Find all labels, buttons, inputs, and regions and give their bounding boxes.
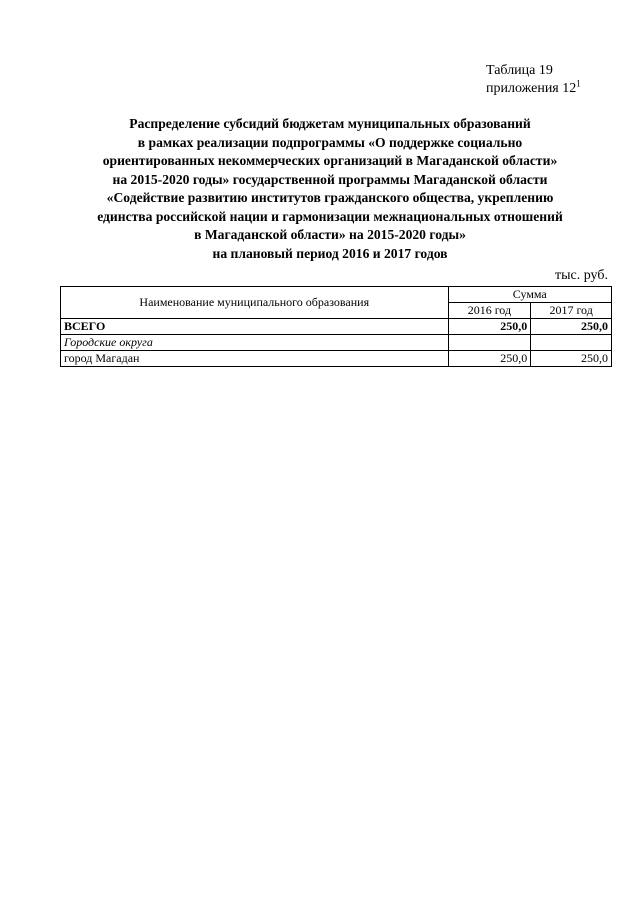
row-name: Городские округа: [61, 335, 449, 351]
title-line: Распределение субсидий бюджетам муниципальных образований: [129, 116, 531, 131]
row-value-2017: 250,0: [531, 319, 612, 335]
title-line: единства российской нации и гармонизации межнациональных отношений: [97, 208, 563, 224]
document-title: [40, 115, 620, 263]
row-name: ВСЕГО: [61, 319, 449, 335]
appendix-reference: [486, 80, 581, 98]
table-row: [61, 351, 612, 367]
units-label: тыс. руб.: [555, 268, 608, 283]
subsidy-table: [60, 286, 612, 367]
header-municipality: Наименование муниципального образования: [61, 287, 449, 319]
table-row-total: [61, 319, 612, 335]
row-value-2016: 250,0: [448, 319, 531, 335]
row-value-2016: 250,0: [448, 351, 531, 367]
row-value-2017: 250,0: [531, 351, 612, 367]
title-line: на 2015-2020 годы» государственной программы Магаданской области: [112, 171, 548, 187]
row-value-2017: [531, 335, 612, 351]
title-line: на плановый период 2016 и 2017 годов: [212, 245, 448, 261]
row-name: город Магадан: [61, 351, 449, 367]
header-2017: 2017 год: [531, 303, 612, 319]
title-line: в Магаданской области» на 2015-2020 годы»: [194, 227, 466, 242]
title-line: в рамках реализации подпрограммы «О поддержке социально: [137, 134, 523, 150]
title-line: ориентированных некоммерческих организаций в Магаданской области»: [102, 153, 558, 168]
appendix-superscript: 1: [576, 78, 581, 89]
table-header-row: [61, 287, 612, 303]
header-2016: 2016 год: [448, 303, 531, 319]
table-number: Таблица 19: [486, 63, 553, 78]
table-reference: [486, 62, 581, 98]
header-sum: Сумма: [448, 287, 611, 303]
title-line: «Содействие развитию институтов гражданского общества, укреплению: [106, 190, 554, 205]
appendix-label: приложения 12: [486, 81, 577, 96]
row-value-2016: [448, 335, 531, 351]
table-row-group: [61, 335, 612, 351]
